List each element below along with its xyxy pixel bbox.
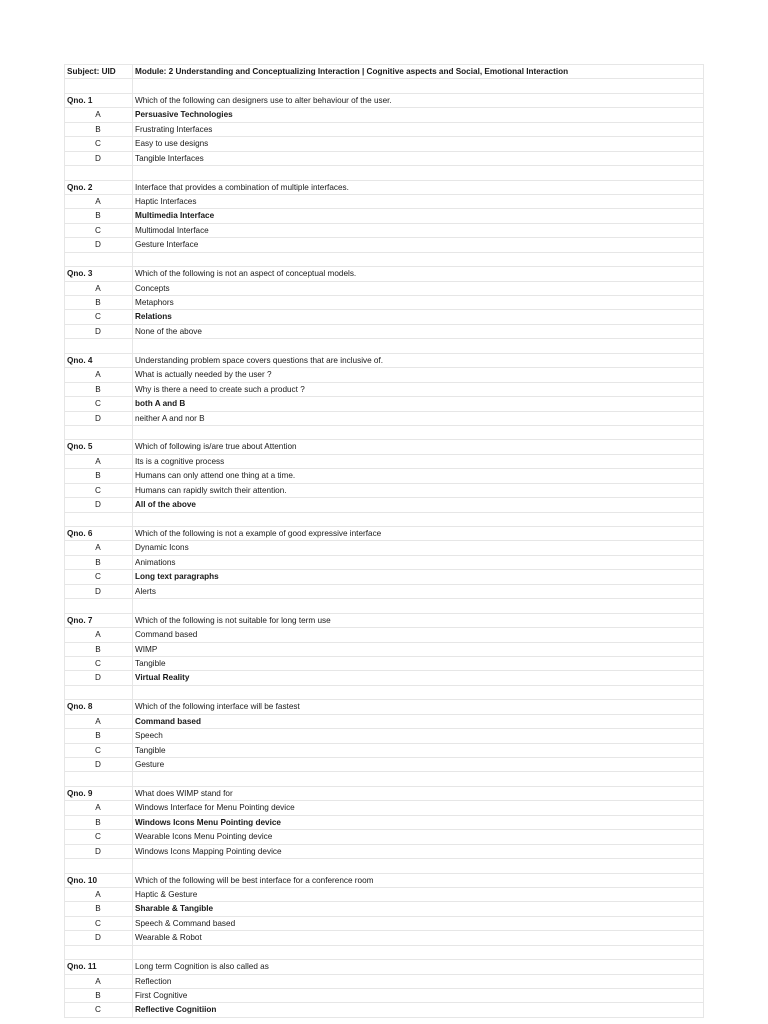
question-text: Which of the following is not suitable for long term use: [135, 615, 331, 625]
question-text: What does WIMP stand for: [135, 788, 233, 798]
option-text: Wearable & Robot: [135, 933, 202, 943]
option-row: [64, 628, 704, 642]
correct-answer-text: Long text paragraphs: [135, 572, 219, 582]
option-letter: D: [95, 760, 101, 769]
question-row: [64, 700, 704, 714]
option-row: [64, 902, 704, 916]
question-row: [64, 354, 704, 368]
option-text: Haptic Interfaces: [135, 196, 197, 206]
option-letter: C: [95, 918, 101, 928]
correct-answer-text: Virtual Reality: [135, 673, 190, 683]
option-letter: B: [95, 384, 101, 394]
option-letter: B: [95, 817, 101, 827]
option-text: Wearable Icons Menu Pointing device: [135, 832, 273, 842]
option-letter: A: [95, 803, 101, 813]
question-number: Qno. 5: [67, 442, 93, 452]
option-text: Humans can rapidly switch their attention.: [135, 485, 287, 495]
option-letter: B: [95, 211, 101, 221]
option-letter: A: [95, 283, 101, 293]
option-letter: D: [95, 326, 101, 336]
question-text: Which of the following interface will be fastest: [135, 702, 300, 712]
option-row: [64, 671, 704, 685]
spacer-row: [64, 339, 704, 353]
option-row: [64, 469, 704, 483]
option-letter: D: [95, 586, 101, 596]
option-text: None of the above: [135, 326, 202, 336]
option-text: Command based: [135, 630, 198, 640]
question-row: [64, 527, 704, 541]
question-text: Which of the following is not an aspect of conceptual models.: [135, 269, 357, 279]
option-text: Tangible: [135, 658, 166, 668]
option-text: Dynamic Icons: [135, 543, 189, 553]
option-row: [64, 975, 704, 989]
option-text: Windows Icons Mapping Pointing device: [135, 846, 282, 856]
option-letter: A: [95, 716, 101, 726]
option-letter: D: [95, 240, 101, 250]
option-text: Alerts: [135, 586, 156, 596]
option-row: [64, 498, 704, 512]
option-row: [64, 801, 704, 815]
option-letter: D: [95, 413, 101, 423]
option-text: Tangible: [135, 745, 166, 755]
option-row: [64, 989, 704, 1003]
header-row: [64, 65, 704, 79]
option-row: [64, 758, 704, 772]
option-row: [64, 830, 704, 844]
option-letter: D: [95, 500, 101, 510]
question-number: Qno. 11: [67, 962, 97, 972]
option-text: Its is a cognitive process: [135, 456, 225, 466]
option-row: [64, 585, 704, 599]
option-row: [64, 1003, 704, 1017]
option-row: [64, 368, 704, 382]
option-text: Gesture Interface: [135, 240, 199, 250]
question-sheet: [64, 64, 704, 1018]
correct-answer-text: Multimedia Interface: [135, 211, 215, 221]
option-text: What is actually needed by the user ?: [135, 370, 272, 380]
subject-label: Subject: UID: [67, 67, 116, 76]
option-row: [64, 224, 704, 238]
option-text: Animations: [135, 557, 176, 567]
option-letter: C: [95, 312, 101, 322]
option-letter: C: [95, 832, 101, 842]
option-row: [64, 310, 704, 324]
question-number: Qno. 3: [67, 269, 93, 279]
option-letter: B: [95, 644, 101, 654]
question-text: Which of the following will be best interface for a conference room: [135, 875, 374, 885]
correct-answer-text: Windows Icons Menu Pointing device: [135, 817, 281, 827]
option-row: [64, 383, 704, 397]
option-letter: C: [95, 745, 101, 755]
module-title: Module: 2 Understanding and Conceptualizing Interaction | Cognitive aspects and Social, Emotional Interaction: [135, 67, 569, 76]
option-letter: B: [95, 471, 101, 481]
option-text: neither A and nor B: [135, 413, 205, 423]
question-number: Qno. 2: [67, 182, 93, 192]
question-text: Which of following is/are true about Attention: [135, 442, 297, 452]
option-text: Reflection: [135, 976, 172, 986]
option-letter: A: [95, 370, 101, 380]
question-row: [64, 614, 704, 628]
option-letter: A: [95, 630, 101, 640]
option-letter: D: [95, 153, 101, 163]
option-row: [64, 570, 704, 584]
spacer-row: [64, 166, 704, 180]
option-letter: B: [95, 991, 101, 1000]
option-letter: C: [95, 485, 101, 495]
option-row: [64, 541, 704, 555]
spacer-row: [64, 426, 704, 440]
question-number: Qno. 1: [67, 95, 93, 105]
option-letter: A: [95, 196, 101, 206]
option-letter: B: [95, 557, 101, 567]
option-text: Metaphors: [135, 298, 174, 307]
option-row: [64, 108, 704, 122]
option-row: [64, 556, 704, 570]
correct-answer-text: both A and B: [135, 399, 186, 409]
correct-answer-text: Sharable & Tangible: [135, 904, 214, 914]
option-row: [64, 917, 704, 931]
option-text: Multimodal Interface: [135, 225, 209, 235]
option-row: [64, 484, 704, 498]
correct-answer-text: Command based: [135, 716, 201, 726]
option-letter: C: [95, 225, 101, 235]
question-text: Interface that provides a combination of multiple interfaces.: [135, 182, 349, 192]
option-row: [64, 209, 704, 223]
spacer-row: [64, 946, 704, 960]
question-row: [64, 960, 704, 974]
option-letter: A: [95, 976, 101, 986]
option-letter: B: [95, 124, 101, 134]
option-row: [64, 729, 704, 743]
option-text: Easy to use designs: [135, 139, 209, 149]
question-number: Qno. 4: [67, 355, 93, 365]
question-list: [64, 94, 704, 1018]
option-row: [64, 888, 704, 902]
option-row: [64, 238, 704, 252]
question-text: Understanding problem space covers questions that are inclusive of.: [135, 355, 384, 365]
question-number: Qno. 6: [67, 529, 93, 538]
option-text: Tangible Interfaces: [135, 153, 204, 163]
option-text: Windows Interface for Menu Pointing device: [135, 803, 295, 813]
option-row: [64, 137, 704, 151]
question-number: Qno. 8: [67, 702, 93, 712]
spacer-row: [64, 513, 704, 527]
question-number: Qno. 7: [67, 615, 93, 625]
option-text: WIMP: [135, 644, 158, 654]
option-text: Humans can only attend one thing at a time.: [135, 471, 296, 481]
option-letter: C: [95, 139, 101, 149]
option-text: First Cognitive: [135, 991, 188, 1000]
option-row: [64, 152, 704, 166]
option-letter: C: [95, 658, 101, 668]
option-letter: A: [95, 543, 101, 553]
question-text: Long term Cognition is also called as: [135, 962, 269, 972]
question-row: [64, 267, 704, 281]
option-letter: D: [95, 933, 101, 943]
option-letter: A: [95, 889, 101, 899]
spacer-row: [64, 253, 704, 267]
option-row: [64, 282, 704, 296]
option-row: [64, 715, 704, 729]
option-row: [64, 195, 704, 209]
option-text: Speech & Command based: [135, 918, 236, 928]
spacer-row: [64, 772, 704, 786]
option-letter: B: [95, 904, 101, 914]
question-row: [64, 787, 704, 801]
option-letter: D: [95, 846, 101, 856]
option-text: Haptic & Gesture: [135, 889, 198, 899]
option-text: Gesture: [135, 760, 165, 769]
spacer-row: [64, 79, 704, 93]
option-row: [64, 397, 704, 411]
correct-answer-text: Relations: [135, 312, 172, 322]
question-row: [64, 440, 704, 454]
option-text: Speech: [135, 731, 163, 741]
option-row: [64, 455, 704, 469]
correct-answer-text: Reflective Cognitiion: [135, 1005, 217, 1015]
question-number: Qno. 9: [67, 788, 93, 798]
option-text: Concepts: [135, 283, 170, 293]
option-row: [64, 931, 704, 945]
option-row: [64, 657, 704, 671]
option-letter: B: [95, 298, 101, 307]
option-row: [64, 845, 704, 859]
question-row: [64, 94, 704, 108]
spacer-row: [64, 859, 704, 873]
option-row: [64, 744, 704, 758]
spacer-row: [64, 686, 704, 700]
option-letter: B: [95, 731, 101, 741]
option-letter: C: [95, 399, 101, 409]
question-text: Which of the following is not a example of good expressive interface: [135, 529, 382, 538]
option-letter: C: [95, 1005, 101, 1015]
option-letter: A: [95, 456, 101, 466]
option-row: [64, 123, 704, 137]
question-row: [64, 181, 704, 195]
spacer-row: [64, 599, 704, 613]
option-text: Why is there a need to create such a product ?: [135, 384, 305, 394]
option-row: [64, 296, 704, 310]
option-row: [64, 816, 704, 830]
option-row: [64, 325, 704, 339]
option-letter: A: [95, 110, 101, 120]
correct-answer-text: All of the above: [135, 500, 196, 510]
option-letter: D: [95, 673, 101, 683]
option-row: [64, 643, 704, 657]
question-text: Which of the following can designers use to alter behaviour of the user.: [135, 95, 392, 105]
option-letter: C: [95, 572, 101, 582]
option-row: [64, 412, 704, 426]
question-number: Qno. 10: [67, 875, 98, 885]
option-text: Frustrating Interfaces: [135, 124, 213, 134]
correct-answer-text: Persuasive Technologies: [135, 110, 233, 120]
question-row: [64, 874, 704, 888]
